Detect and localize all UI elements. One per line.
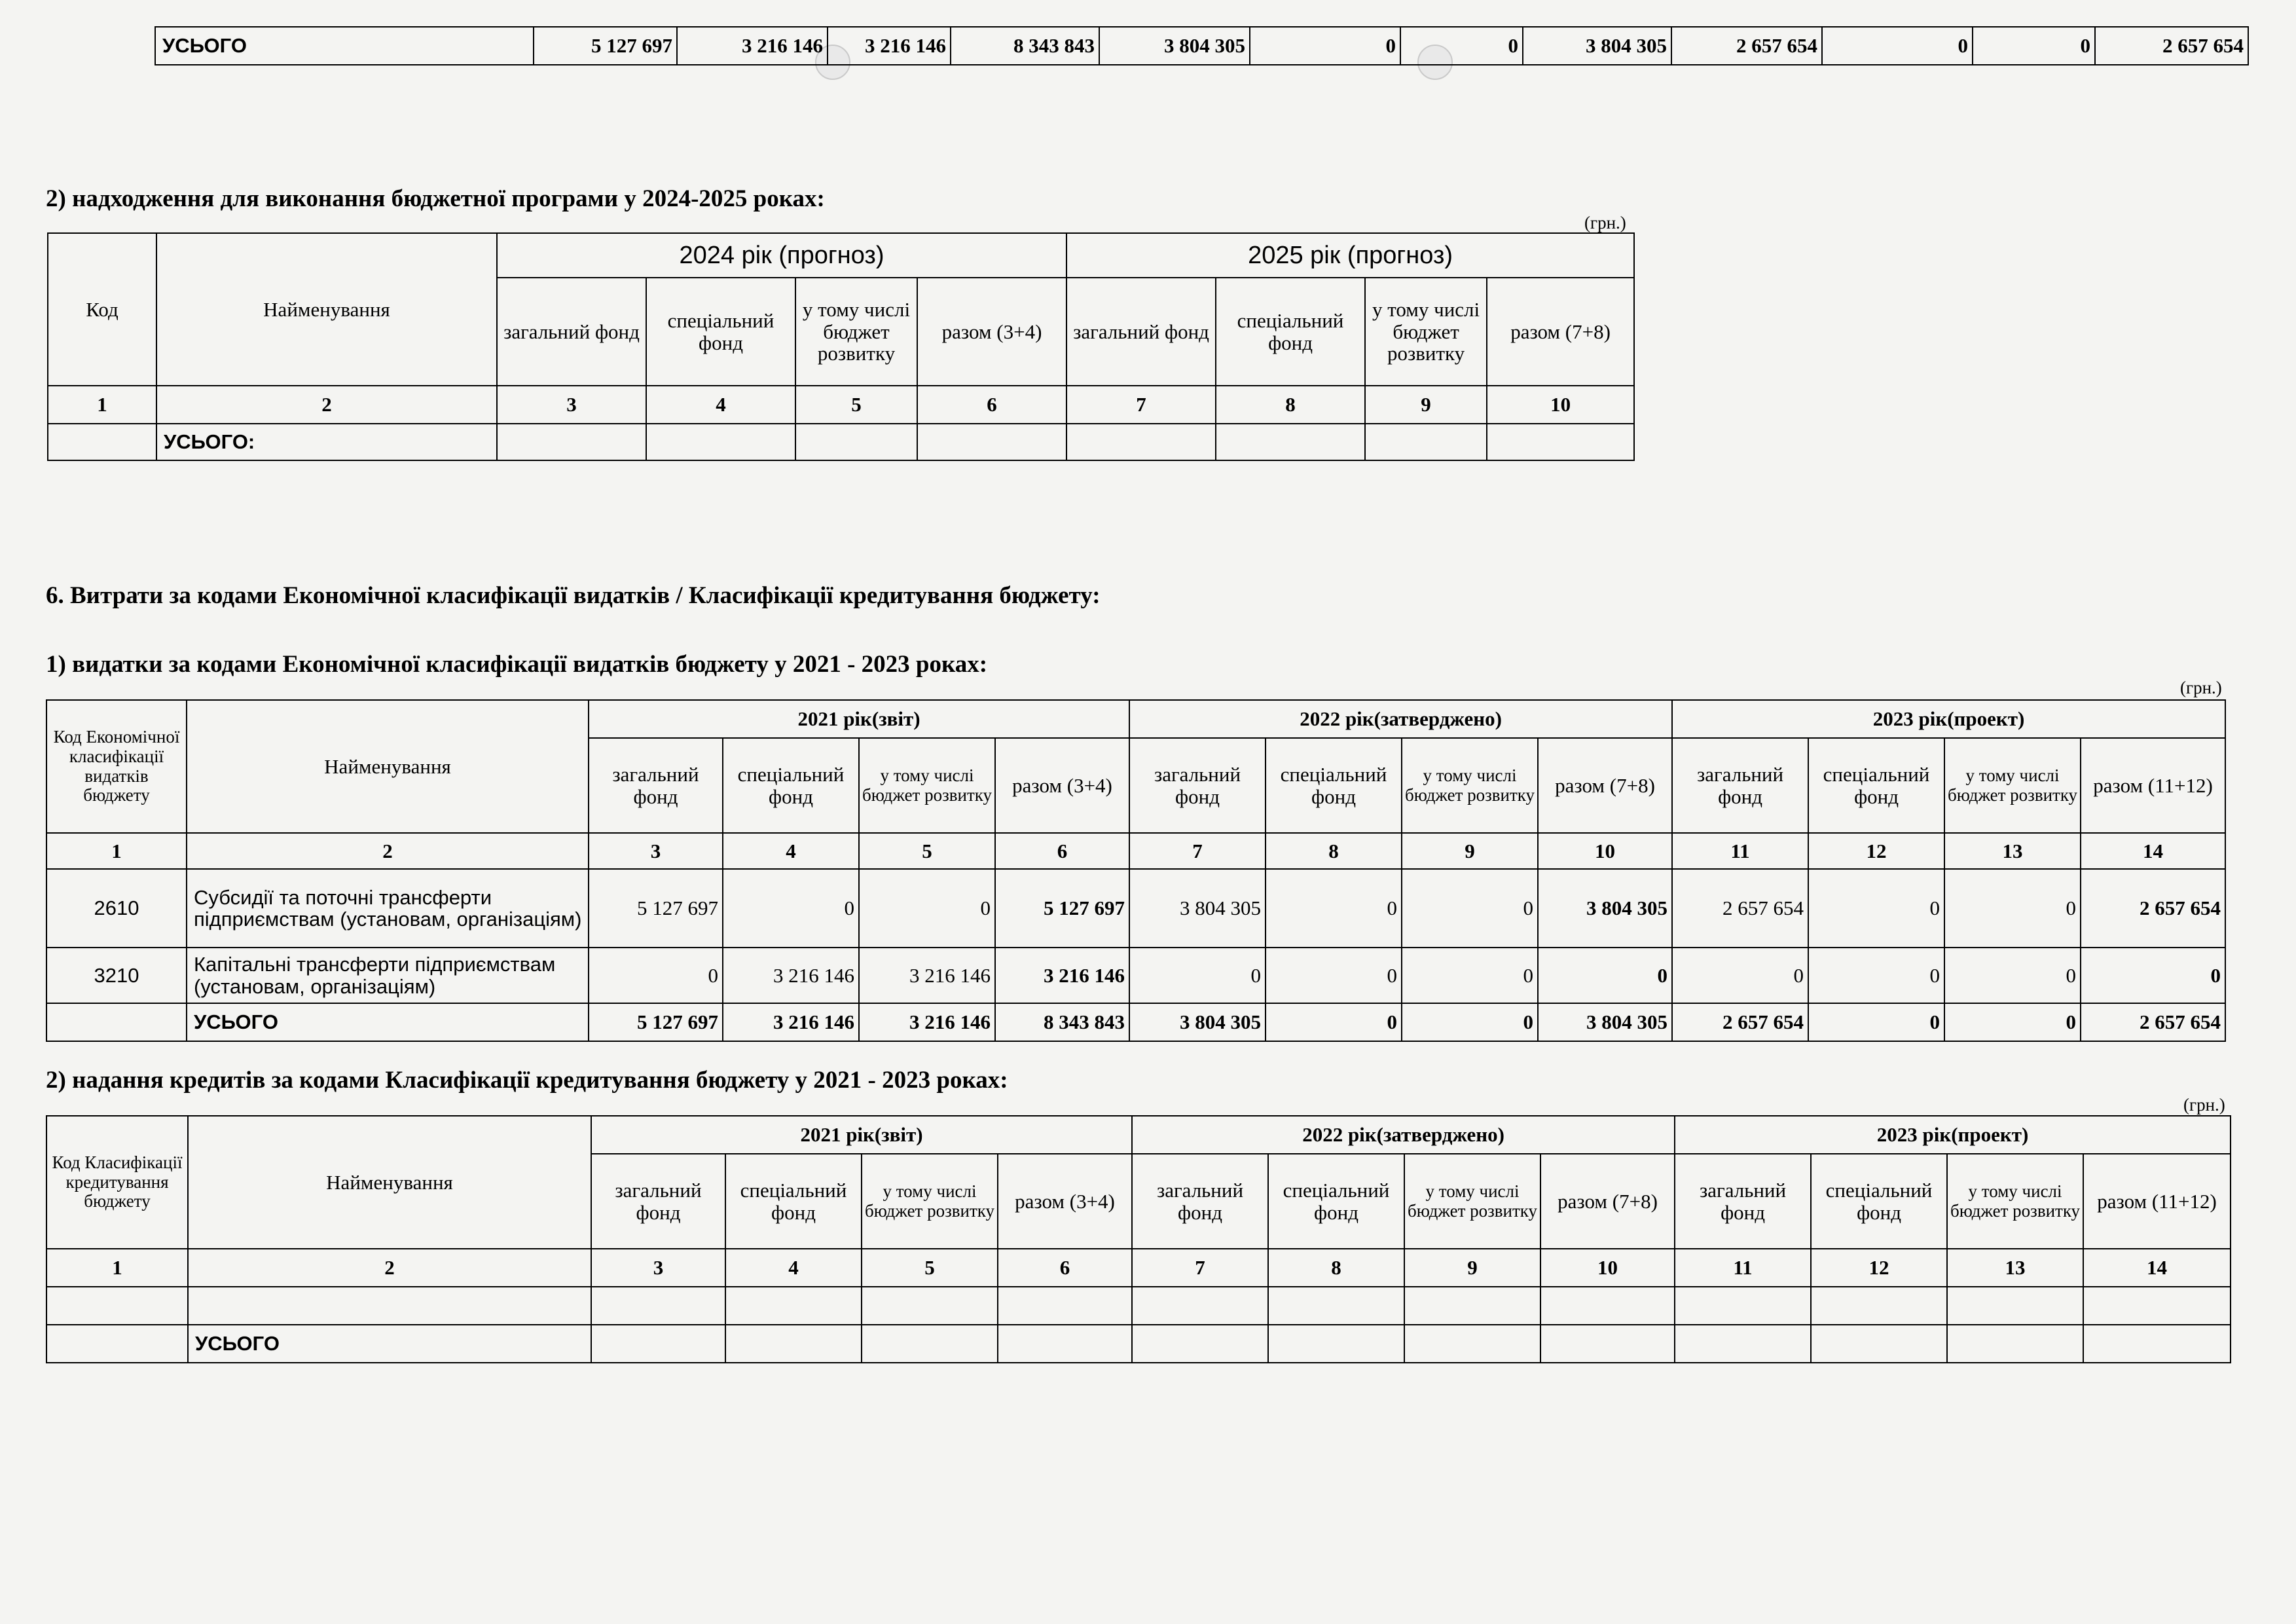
sub-header: загальний фонд [1129,738,1266,833]
empty-cell [497,424,646,460]
row-value: 0 [1538,948,1672,1003]
empty-cell [1404,1287,1540,1325]
empty-cell [591,1325,725,1363]
sub-header: у тому числі бюджет розвитку [859,738,995,833]
col-number: 7 [1066,386,1216,424]
row-value: 0 [1808,948,1944,1003]
empty-cell [998,1325,1132,1363]
row-name: Субсидії та поточні трансферти підприємствам (установам, організаціям) [187,869,589,948]
sub-header: загальний фонд [591,1154,725,1249]
col-number: 13 [1944,833,2081,869]
total-value: 2 657 654 [2081,1003,2225,1041]
empty-cell [1540,1325,1675,1363]
sub-header: загальний фонд [589,738,723,833]
col-number: 8 [1268,1249,1404,1287]
top-total-label: УСЬОГО [155,27,534,65]
total-value: 3 804 305 [1538,1003,1672,1041]
empty-cell [725,1287,862,1325]
row-value: 3 804 305 [1129,869,1266,948]
col-number: 6 [998,1249,1132,1287]
credits-table [46,1115,2231,1363]
col-number: 7 [1129,833,1266,869]
empty-cell [46,1325,188,1363]
expenses-heading: 1) видатки за кодами Економічної класифікації видатків бюджету у 2021 - 2023 роках: [46,651,988,678]
empty-cell [46,1287,188,1325]
col-number: 5 [859,833,995,869]
col-header-name: Найменування [156,233,497,386]
col-number: 1 [48,386,156,424]
sub-header: разом (7+8) [1487,278,1634,386]
top-total-value: 0 [1400,27,1523,65]
expenses-unit-label: (грн.) [2180,678,2222,697]
col-number: 12 [1811,1249,1947,1287]
sub-header: загальний фонд [1132,1154,1268,1249]
col-number: 4 [725,1249,862,1287]
sub-header: загальний фонд [497,278,646,386]
col-number: 10 [1487,386,1634,424]
col-number: 2 [187,833,589,869]
top-total-value: 0 [1250,27,1400,65]
sub-header: разом (3+4) [995,738,1129,833]
row-value: 0 [1808,869,1944,948]
col-header-kod: Код Класифікації кредитування бюджету [46,1116,188,1249]
empty-cell [1947,1287,2083,1325]
row-value: 2 657 654 [2081,869,2225,948]
expenses-table [46,699,2226,1042]
col-number: 14 [2083,1249,2231,1287]
empty-cell [48,424,156,460]
top-total-value: 3 804 305 [1099,27,1250,65]
col-number: 8 [1216,386,1365,424]
sub-header: спеціальний фонд [1808,738,1944,833]
empty-cell [1540,1287,1675,1325]
col-number: 5 [862,1249,998,1287]
col-header-name: Найменування [187,700,589,833]
sub-header: разом (11+12) [2083,1154,2231,1249]
row-value: 0 [1129,948,1266,1003]
empty-cell [1811,1287,1947,1325]
year-header-2021: 2021 рік(звіт) [589,700,1129,738]
col-number: 10 [1540,1249,1675,1287]
empty-cell [646,424,795,460]
year-header-2023: 2023 рік(проект) [1672,700,2225,738]
col-number: 12 [1808,833,1944,869]
row-value: 0 [1266,948,1402,1003]
row-value: 0 [1402,948,1538,1003]
total-label: УСЬОГО: [156,424,497,460]
col-number: 2 [156,386,497,424]
empty-cell [1404,1325,1540,1363]
top-total-value: 0 [1822,27,1973,65]
top-total-value: 3 804 305 [1523,27,1671,65]
top-total-value: 2 657 654 [2095,27,2248,65]
row-value: 0 [1944,948,2081,1003]
empty-cell [1675,1325,1811,1363]
sub-header: спеціальний фонд [725,1154,862,1249]
total-value: 3 216 146 [859,1003,995,1041]
year-header-2024: 2024 рік (прогноз) [497,233,1066,278]
empty-cell [1132,1287,1268,1325]
top-total-value: 3 216 146 [677,27,828,65]
year-header-2022: 2022 рік(затверджено) [1129,700,1672,738]
row-value: 2 657 654 [1672,869,1808,948]
col-number: 3 [591,1249,725,1287]
empty-cell [1216,424,1365,460]
empty-cell [1268,1287,1404,1325]
total-value: 3 216 146 [723,1003,859,1041]
empty-cell [2083,1325,2231,1363]
sub-header: разом (7+8) [1538,738,1672,833]
empty-cell [1811,1325,1947,1363]
top-total-value: 3 216 146 [828,27,951,65]
income-2024-2025-heading: 2) надходження для виконання бюджетної програми у 2024-2025 роках: [46,185,825,212]
sub-header: разом (3+4) [998,1154,1132,1249]
row-value: 0 [1402,869,1538,948]
col-number: 3 [497,386,646,424]
col-number: 5 [795,386,917,424]
empty-cell [1365,424,1487,460]
empty-cell [188,1287,591,1325]
row-value: 3 216 146 [995,948,1129,1003]
sub-header: разом (3+4) [917,278,1066,386]
sub-header: загальний фонд [1672,738,1808,833]
col-header-kod: Код [48,233,156,386]
sub-header: разом (7+8) [1540,1154,1675,1249]
empty-cell [46,1003,187,1041]
col-number: 6 [917,386,1066,424]
sub-header: спеціальний фонд [723,738,859,833]
total-value: 3 804 305 [1129,1003,1266,1041]
empty-cell [862,1325,998,1363]
col-number: 9 [1404,1249,1540,1287]
credits-heading: 2) надання кредитів за кодами Класифікації кредитування бюджету у 2021 - 2023 роках: [46,1067,1008,1094]
col-number: 7 [1132,1249,1268,1287]
row-code: 3210 [46,948,187,1003]
sub-header: спеціальний фонд [1268,1154,1404,1249]
row-value: 3 216 146 [723,948,859,1003]
empty-cell [998,1287,1132,1325]
sub-header: спеціальний фонд [646,278,795,386]
empty-cell [1268,1325,1404,1363]
row-name: Капітальні трансферти підприємствам (установам, організаціям) [187,948,589,1003]
section-6-heading: 6. Витрати за кодами Економічної класифікації видатків / Класифікації кредитування бюджету: [46,582,1101,609]
row-value: 0 [859,869,995,948]
income-2024-2025-table [47,232,1635,461]
empty-cell [725,1325,862,1363]
total-label: УСЬОГО [187,1003,589,1041]
income-unit-label: (грн.) [1584,213,1626,232]
col-number: 3 [589,833,723,869]
sub-header: у тому числі бюджет розвитку [1944,738,2081,833]
empty-cell [917,424,1066,460]
year-header-2025: 2025 рік (прогноз) [1066,233,1634,278]
top-total-value: 8 343 843 [951,27,1099,65]
row-value: 5 127 697 [995,869,1129,948]
total-value: 0 [1402,1003,1538,1041]
sub-header: спеціальний фонд [1811,1154,1947,1249]
empty-cell [1487,424,1634,460]
col-header-name: Найменування [188,1116,591,1249]
total-value: 0 [1266,1003,1402,1041]
total-value: 8 343 843 [995,1003,1129,1041]
top-total-value: 0 [1973,27,2095,65]
sub-header: у тому числі бюджет розвитку [1402,738,1538,833]
col-number: 9 [1365,386,1487,424]
empty-cell [1947,1325,2083,1363]
col-number: 4 [723,833,859,869]
row-value: 0 [1672,948,1808,1003]
col-number: 10 [1538,833,1672,869]
col-number: 2 [188,1249,591,1287]
col-number: 8 [1266,833,1402,869]
credits-unit-label: (грн.) [2183,1095,2225,1115]
empty-cell [1675,1287,1811,1325]
col-number: 13 [1947,1249,2083,1287]
sub-header: у тому числі бюджет розвитку [1365,278,1487,386]
col-number: 6 [995,833,1129,869]
sub-header: спеціальний фонд [1216,278,1365,386]
top-total-table [155,26,2249,65]
row-value: 5 127 697 [589,869,723,948]
empty-cell [795,424,917,460]
sub-header: у тому числі бюджет розвитку [795,278,917,386]
top-total-value: 5 127 697 [534,27,677,65]
total-value: 0 [1808,1003,1944,1041]
row-value: 3 216 146 [859,948,995,1003]
col-number: 14 [2081,833,2225,869]
col-number: 11 [1675,1249,1811,1287]
col-header-kod: Код Економічної класифікації видатків бюджету [46,700,187,833]
sub-header: у тому числі бюджет розвитку [1404,1154,1540,1249]
col-number: 1 [46,833,187,869]
empty-cell [2083,1287,2231,1325]
row-value: 0 [2081,948,2225,1003]
year-header-2022: 2022 рік(затверджено) [1132,1116,1675,1154]
empty-cell [1132,1325,1268,1363]
col-number: 9 [1402,833,1538,869]
sub-header: у тому числі бюджет розвитку [1947,1154,2083,1249]
total-value: 2 657 654 [1672,1003,1808,1041]
row-value: 0 [1944,869,2081,948]
year-header-2021: 2021 рік(звіт) [591,1116,1132,1154]
empty-cell [1066,424,1216,460]
row-value: 0 [589,948,723,1003]
row-value: 0 [1266,869,1402,948]
col-number: 1 [46,1249,188,1287]
col-number: 11 [1672,833,1808,869]
total-value: 5 127 697 [589,1003,723,1041]
top-total-value: 2 657 654 [1671,27,1822,65]
empty-cell [591,1287,725,1325]
sub-header: у тому числі бюджет розвитку [862,1154,998,1249]
total-label: УСЬОГО [188,1325,591,1363]
row-value: 3 804 305 [1538,869,1672,948]
col-number: 4 [646,386,795,424]
row-value: 0 [723,869,859,948]
total-value: 0 [1944,1003,2081,1041]
sub-header: спеціальний фонд [1266,738,1402,833]
sub-header: разом (11+12) [2081,738,2225,833]
row-code: 2610 [46,869,187,948]
sub-header: загальний фонд [1066,278,1216,386]
empty-cell [862,1287,998,1325]
sub-header: загальний фонд [1675,1154,1811,1249]
year-header-2023: 2023 рік(проект) [1675,1116,2231,1154]
